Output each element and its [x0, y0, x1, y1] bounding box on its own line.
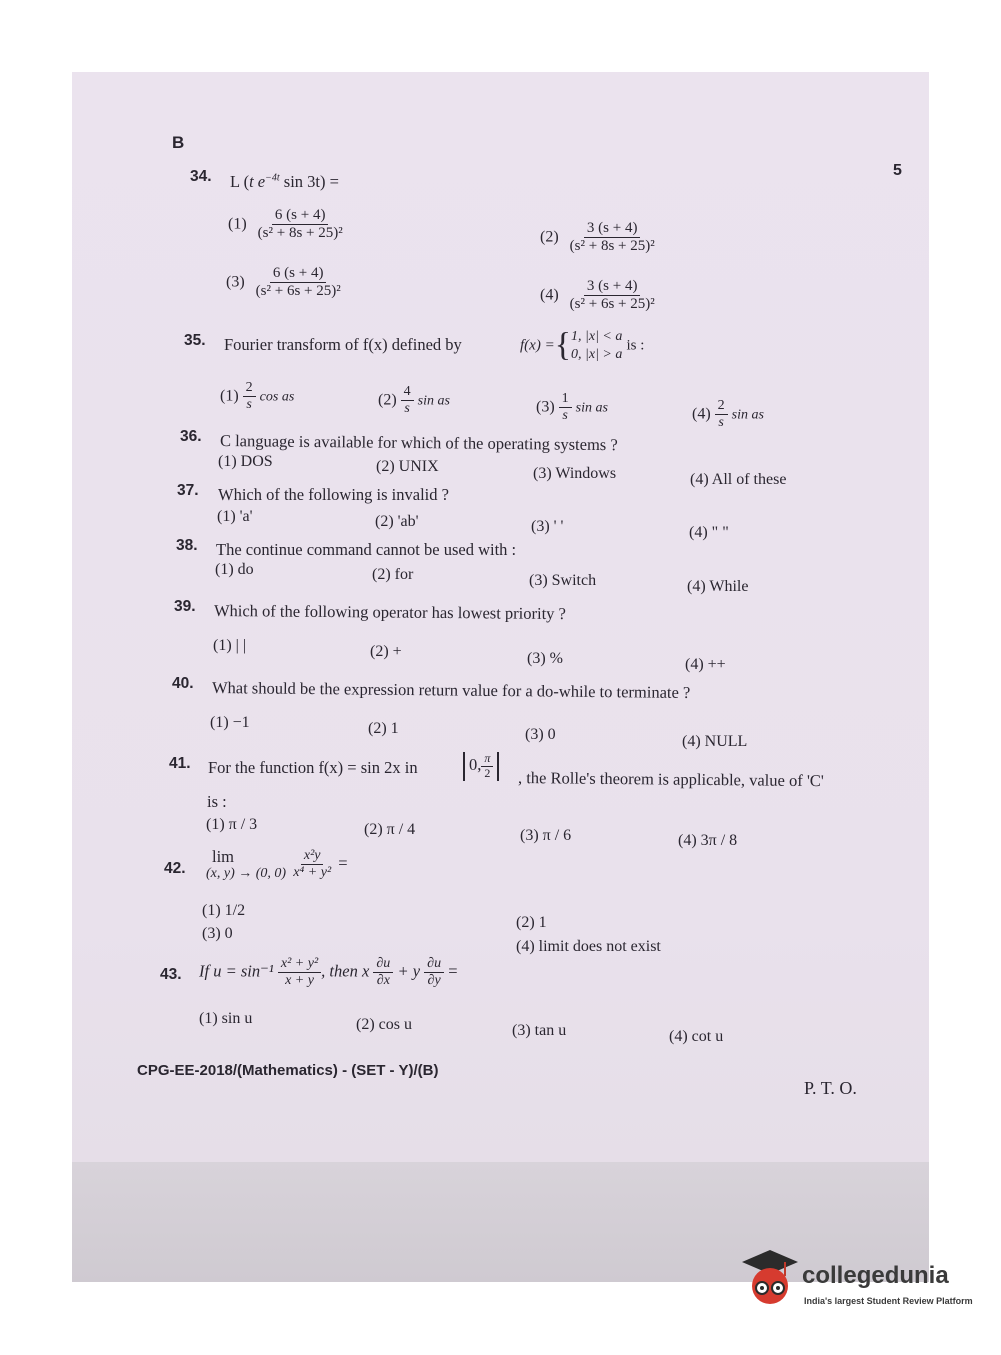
question-stem-cont: , the Rolle's theorem is applicable, value of 'C' — [517, 768, 824, 791]
page-number: 5 — [893, 162, 902, 179]
option-3[interactable]: (3) $\frac{6 (s + 4)}{\text{(s² + 6s + 25)²}}$ — [226, 265, 341, 300]
option-3[interactable]: (3) 0 — [525, 726, 556, 743]
option-4[interactable]: (4) NULL — [682, 733, 748, 750]
option-3[interactable]: (3) π / 6 — [520, 827, 572, 844]
option-2[interactable]: (2) 1 — [516, 914, 547, 931]
graduate-mascot-icon — [740, 1248, 800, 1312]
option-2[interactable]: (2) UNIX — [376, 458, 439, 475]
option-3[interactable]: (3) $\frac{1}{s}$ sin as — [536, 391, 608, 424]
option-1[interactable]: (1) DOS — [218, 453, 273, 470]
option-4[interactable]: (4) cot u — [669, 1028, 724, 1045]
option-4[interactable]: (4) $\frac{3 (s + 4)}{\text{(s² + 6s + 25)²}}$ — [540, 278, 655, 313]
exam-page — [72, 72, 929, 1282]
collegedunia-logo — [740, 1248, 973, 1316]
option-4[interactable]: (4) " " — [689, 524, 729, 541]
option-3[interactable]: (3) % — [527, 650, 563, 667]
brand-tagline: India's largest Student Review Platform — [804, 1296, 973, 1306]
question-stem: For the function f(x) = sin 2x in — [208, 758, 418, 777]
option-1[interactable]: (1) | | — [213, 637, 247, 654]
option-2[interactable]: (2) 1 — [368, 720, 399, 737]
question-stem: What should be the expression return value for a do-while to terminate ? — [211, 678, 691, 703]
set-letter: B — [172, 133, 185, 152]
piecewise-function: f(x) ={ 1, |x| < a 0, |x| > a is : — [520, 326, 645, 364]
option-1[interactable]: (1) $\frac{2}{s}$ cos as — [220, 380, 295, 413]
question-number: 34. — [190, 168, 212, 185]
question-stem: C language is available for which of the operating systems ? — [219, 431, 618, 455]
please-turn-over: P. T. O. — [804, 1078, 857, 1098]
option-1[interactable]: (1) 1/2 — [202, 902, 246, 919]
brand-name: collegedunia — [802, 1262, 949, 1289]
option-2[interactable]: (2) 'ab' — [375, 513, 419, 530]
option-3[interactable]: (3) tan u — [512, 1022, 567, 1039]
option-4[interactable]: (4) All of these — [690, 471, 787, 488]
option-4[interactable]: (4) limit does not exist — [516, 938, 661, 955]
option-2[interactable]: (2) $\frac{3 (s + 4)}{\text{(s² + 8s + 25)²}}$ — [540, 220, 655, 255]
option-3[interactable]: (3) Switch — [529, 572, 597, 589]
question-number: 41. — [169, 755, 191, 772]
option-4[interactable]: (4) ++ — [685, 656, 726, 673]
option-3[interactable]: (3) 0 — [202, 925, 233, 942]
option-3[interactable]: (3) Windows — [533, 465, 617, 482]
limit-expression: lim (x, y) → (0, 0) $\frac{\text{x²y}}{\text{x⁴ + y²}}$ = — [206, 847, 348, 882]
option-2[interactable]: (2) $\frac{4}{s}$ sin as — [378, 384, 450, 417]
question-stem: Which of the following operator has lowest priority ? — [213, 601, 566, 624]
question-number: 42. — [164, 860, 186, 877]
question-stem: L (t $e^{-4t}$ sin 3t) = — [230, 172, 339, 191]
question-stem: Which of the following is invalid ? — [218, 485, 449, 504]
question-stem: The continue command cannot be used with : — [216, 540, 517, 559]
option-2[interactable]: (2) + — [370, 643, 402, 660]
option-1[interactable]: (1) $\frac{6 (s + 4)}{\text{(s² + 8s + 25)²}}$ — [228, 207, 343, 242]
question-number: 39. — [174, 598, 196, 615]
option-2[interactable]: (2) π / 4 — [364, 821, 416, 838]
option-2[interactable]: (2) for — [372, 566, 414, 583]
option-2[interactable]: (2) cos u — [356, 1016, 412, 1033]
option-1[interactable]: (1) sin u — [199, 1010, 253, 1027]
option-1[interactable]: (1) 'a' — [217, 508, 253, 525]
interval: 0, $\frac{\pi}{2}$ — [463, 752, 499, 781]
option-1[interactable]: (1) −1 — [210, 714, 250, 731]
option-1[interactable]: (1) π / 3 — [206, 816, 258, 833]
question-stem: Fourier transform of f(x) defined by — [224, 335, 462, 354]
option-4[interactable]: (4) $\frac{2}{s}$ sin as — [692, 398, 764, 431]
question-number: 43. — [160, 966, 182, 983]
question-number: 36. — [180, 428, 202, 445]
question-number: 40. — [172, 675, 194, 692]
question-stem: If u = sin⁻¹ $\frac{\text{x² + y²}}{x + y}$ , then x $\frac{\partial u}{\partial x}$ + y $\frac{\partial u}{\partial y}$ = — [199, 956, 458, 989]
question-number: 37. — [177, 482, 199, 499]
question-number: 38. — [176, 537, 198, 554]
question-stem-end: is : — [207, 792, 227, 811]
option-4[interactable]: (4) 3π / 8 — [678, 832, 738, 849]
paper-code: CPG-EE-2018/(Mathematics) - (SET - Y)/(B) — [137, 1062, 439, 1079]
question-number: 35. — [184, 332, 206, 349]
option-4[interactable]: (4) While — [687, 578, 749, 595]
option-1[interactable]: (1) do — [215, 561, 254, 578]
option-3[interactable]: (3) ' ' — [531, 518, 564, 535]
